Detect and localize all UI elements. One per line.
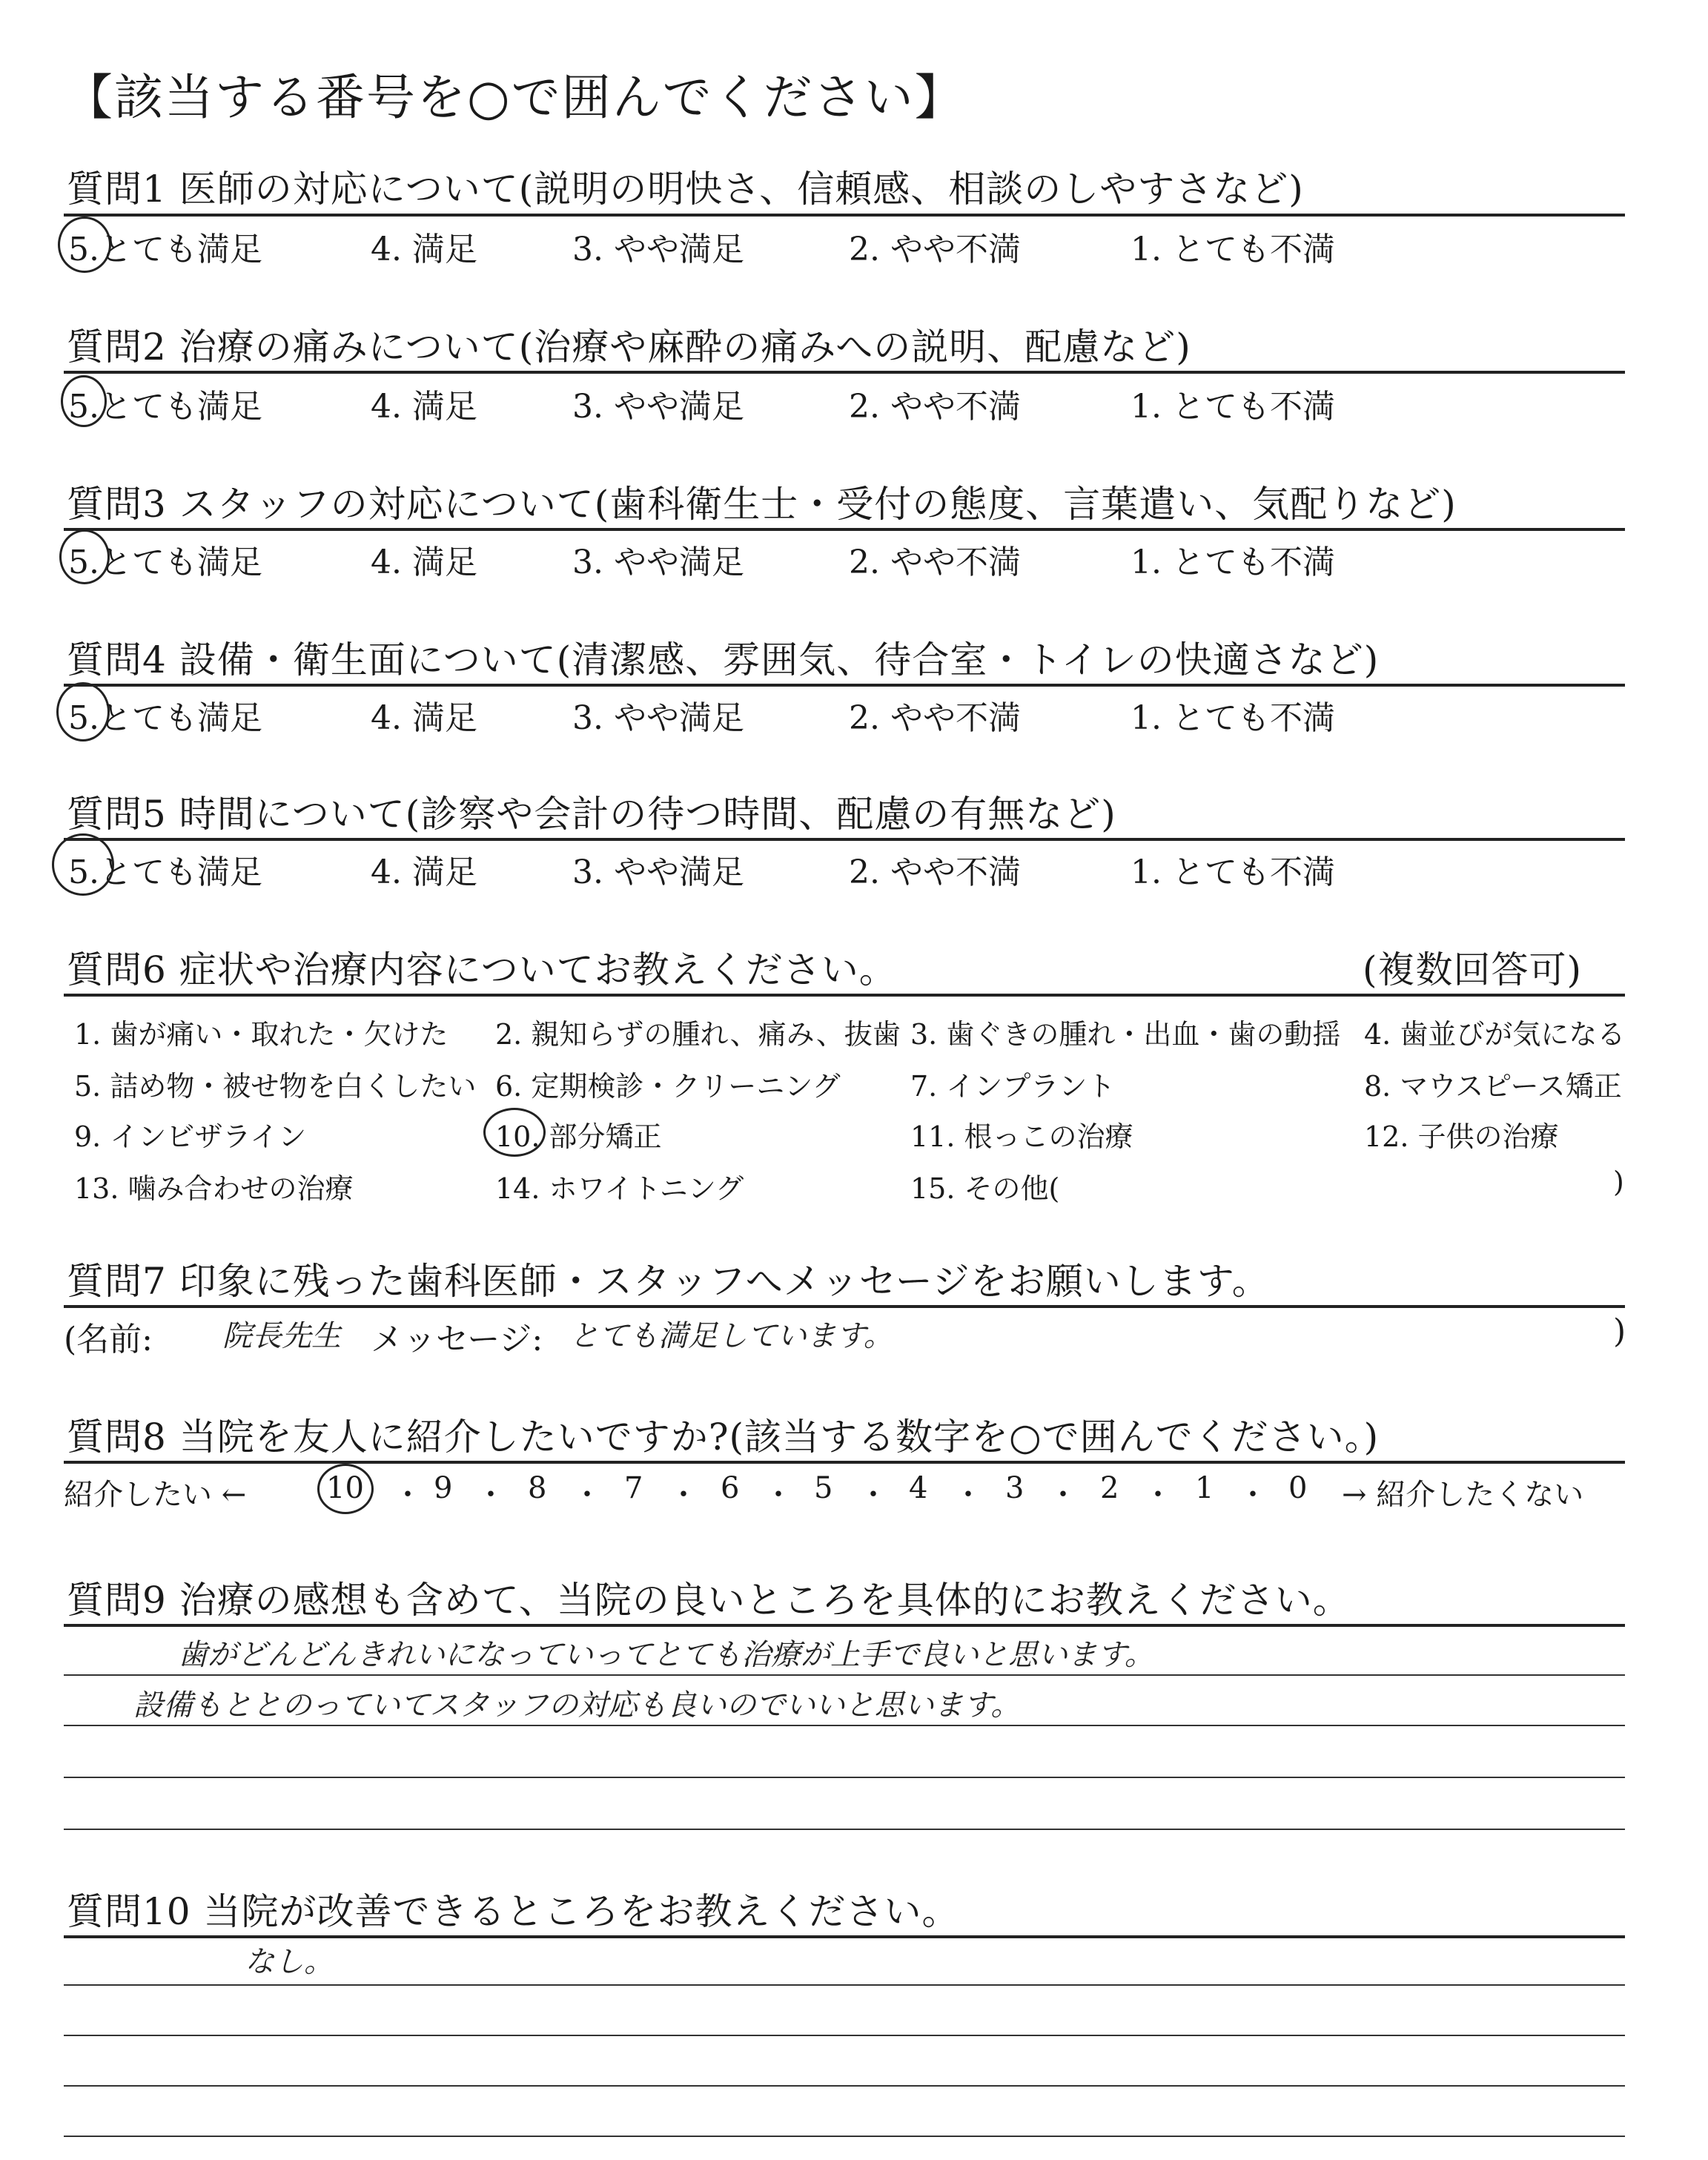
dot: ・	[572, 1478, 602, 1512]
q3-option-3[interactable]: 3. やや満足	[572, 544, 744, 581]
q5-option-1[interactable]: 1. とても不満	[1131, 853, 1335, 891]
q6-item-15[interactable]: 15. その他(	[910, 1172, 1060, 1205]
dot: ・	[476, 1478, 506, 1512]
q6-item-11[interactable]: 11. 根っこの治療	[910, 1120, 1133, 1153]
q4-option-4[interactable]: 4. 満足	[371, 699, 477, 737]
question-1-title: 質問1 医師の対応について(説明の明快さ、信頼感、相談のしやすさなど)	[67, 168, 1304, 211]
question-5-title: 質問5 時間について(診察や会計の待つ時間、配慮の有無など)	[67, 793, 1116, 836]
q8-scale-7[interactable]: 7	[624, 1471, 643, 1505]
q6-item-1[interactable]: 1. 歯が痛い・取れた・欠けた	[74, 1018, 448, 1051]
q5-option-4[interactable]: 4. 満足	[371, 853, 477, 891]
answer-line	[64, 1725, 1625, 1726]
q6-item-4[interactable]: 4. 歯並びが気になる	[1364, 1018, 1626, 1051]
q6-item-7[interactable]: 7. インプラント	[910, 1070, 1116, 1103]
question-4-title: 質問4 設備・衛生面について(清潔感、雰囲気、待合室・トイレの快適さなど)	[67, 638, 1380, 681]
question-2-title: 質問2 治療の痛みについて(治療や麻酔の痛みへの説明、配慮など)	[67, 326, 1191, 369]
answer-line	[64, 1829, 1625, 1830]
q4-option-5[interactable]: 5.とても満足	[68, 699, 262, 737]
q1-option-3[interactable]: 3. やや満足	[572, 231, 744, 268]
q6-item-15-close: )	[1613, 1166, 1624, 1198]
dot: ・	[953, 1478, 983, 1512]
divider	[64, 1624, 1625, 1627]
dot: ・	[393, 1478, 423, 1512]
divider	[64, 371, 1625, 374]
q4-option-3[interactable]: 3. やや満足	[572, 699, 744, 737]
form-title: 【該当する番号を○で囲んでください】	[64, 69, 965, 126]
divider	[64, 1461, 1625, 1464]
answer-line	[64, 1984, 1625, 1986]
q6-item-12[interactable]: 12. 子供の治療	[1364, 1120, 1559, 1153]
q6-item-13[interactable]: 13. 噛み合わせの治療	[74, 1172, 354, 1205]
question-3-title: 質問3 スタッフの対応について(歯科衛生士・受付の態度、言葉遣い、気配りなど)	[67, 483, 1457, 526]
q4-option-2[interactable]: 2. やや不満	[849, 699, 1021, 737]
q9-answer-line-1[interactable]: 歯がどんどんきれいになっていってとても治療が上手で良いと思います。	[178, 1638, 1154, 1672]
q8-scale-3[interactable]: 3	[1005, 1471, 1025, 1505]
q3-option-1[interactable]: 1. とても不満	[1131, 544, 1335, 581]
divider	[64, 838, 1625, 841]
q5-option-3[interactable]: 3. やや満足	[572, 853, 744, 891]
dot: ・	[1143, 1478, 1173, 1512]
dot: ・	[1048, 1478, 1078, 1512]
q6-item-9[interactable]: 9. インビザライン	[74, 1120, 307, 1153]
q7-message-label: メッセージ:	[371, 1321, 543, 1358]
q6-item-3[interactable]: 3. 歯ぐきの腫れ・出血・歯の動揺	[910, 1018, 1341, 1051]
q8-scale-6[interactable]: 6	[721, 1471, 740, 1505]
q1-option-2[interactable]: 2. やや不満	[849, 231, 1021, 268]
q8-scale-8[interactable]: 8	[528, 1471, 547, 1505]
q3-option-2[interactable]: 2. やや不満	[849, 544, 1021, 581]
q7-name-label: (名前:	[64, 1321, 153, 1358]
q8-scale-2[interactable]: 2	[1100, 1471, 1119, 1505]
q1-option-1[interactable]: 1. とても不満	[1131, 231, 1335, 268]
divider	[64, 684, 1625, 687]
dot: ・	[1238, 1478, 1268, 1512]
q7-name-value[interactable]: 院長先生	[222, 1319, 341, 1353]
question-10-title: 質問10 当院が改善できるところをお教えください。	[67, 1890, 960, 1933]
q8-scale-9[interactable]: 9	[434, 1471, 453, 1505]
question-8-title: 質問8 当院を友人に紹介したいですか?(該当する数字を○で囲んでください。)	[67, 1416, 1380, 1459]
q8-scale-1[interactable]: 1	[1195, 1471, 1214, 1505]
answer-line	[64, 2136, 1625, 2137]
q8-right-label: → 紹介したくない	[1342, 1478, 1584, 1512]
q10-answer-line-1[interactable]: なし。	[245, 1945, 334, 1979]
answer-line	[64, 1674, 1625, 1676]
divider	[64, 528, 1625, 531]
dot: ・	[858, 1478, 888, 1512]
q6-item-14[interactable]: 14. ホワイトニング	[495, 1172, 744, 1205]
q7-message-value[interactable]: とても満足しています。	[569, 1319, 893, 1353]
q6-item-6[interactable]: 6. 定期検診・クリーニング	[495, 1070, 841, 1103]
q1-option-4[interactable]: 4. 満足	[371, 231, 477, 268]
q2-option-1[interactable]: 1. とても不満	[1131, 388, 1335, 426]
q6-item-10[interactable]: 10. 部分矯正	[495, 1120, 662, 1153]
answer-line	[64, 1777, 1625, 1778]
divider	[64, 214, 1625, 217]
q2-option-4[interactable]: 4. 満足	[371, 388, 477, 426]
q8-scale-0[interactable]: 0	[1288, 1471, 1308, 1505]
q8-scale-10[interactable]: 10	[326, 1471, 364, 1505]
q5-option-5[interactable]: 5.とても満足	[68, 853, 262, 891]
q1-option-5[interactable]: 5.とても満足	[68, 231, 262, 268]
q5-option-2[interactable]: 2. やや不満	[849, 853, 1021, 891]
question-6-note: (複数回答可)	[1363, 948, 1583, 991]
q3-option-5[interactable]: 5.とても満足	[68, 544, 262, 581]
q3-option-4[interactable]: 4. 満足	[371, 544, 477, 581]
q8-scale-4[interactable]: 4	[909, 1471, 928, 1505]
q4-option-1[interactable]: 1. とても不満	[1131, 699, 1335, 737]
q9-answer-line-2[interactable]: 設備もととのっていてスタッフの対応も良いのでいいと思います。	[133, 1688, 1021, 1723]
divider	[64, 994, 1625, 997]
question-7-title: 質問7 印象に残った歯科医師・スタッフへメッセージをお願いします。	[67, 1260, 1270, 1303]
q6-item-8[interactable]: 8. マウスピース矯正	[1364, 1070, 1622, 1103]
dot: ・	[669, 1478, 698, 1512]
q6-item-2[interactable]: 2. 親知らずの腫れ、痛み、抜歯	[495, 1018, 901, 1051]
q7-close: )	[1613, 1312, 1626, 1350]
question-9-title: 質問9 治療の感想も含めて、当院の良いところを具体的にお教えください。	[67, 1579, 1351, 1622]
q8-scale-5[interactable]: 5	[814, 1471, 833, 1505]
question-6-title: 質問6 症状や治療内容についてお教えください。	[67, 948, 897, 991]
q6-item-5[interactable]: 5. 詰め物・被せ物を白くしたい	[74, 1070, 477, 1103]
dot: ・	[764, 1478, 793, 1512]
q2-option-5[interactable]: 5.とても満足	[68, 388, 262, 426]
divider	[64, 1305, 1625, 1308]
q2-option-3[interactable]: 3. やや満足	[572, 388, 744, 426]
q2-option-2[interactable]: 2. やや不満	[849, 388, 1021, 426]
q8-left-label: 紹介したい ←	[64, 1478, 247, 1512]
answer-line	[64, 2085, 1625, 2087]
answer-line	[64, 2035, 1625, 2036]
